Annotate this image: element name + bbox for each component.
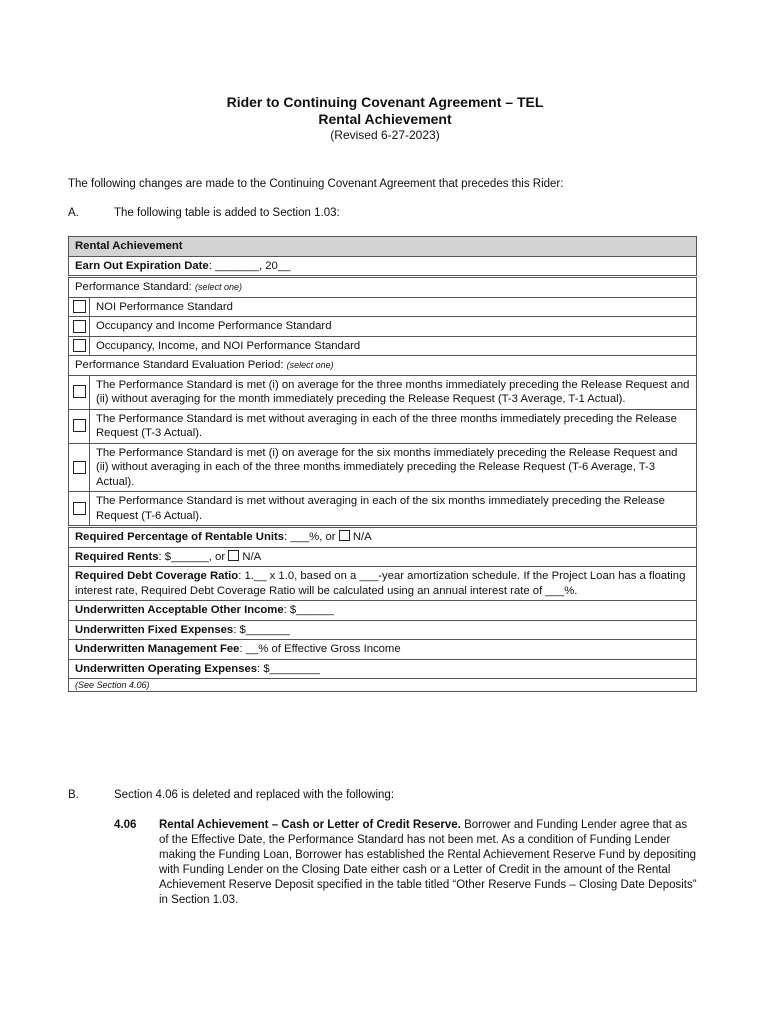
section-4-06-body bbox=[159, 818, 698, 908]
document-title-block bbox=[0, 94, 770, 143]
section-text: Borrower and Funding Lender agree that as of the Effective Date, the Performance Standard has not been met. As a condition of Funding Lender making the Funding Loan, Borrower has established the Rental Achievement Reserve Fund by depositing with Funding Lender on the Closing Date either cash or a Letter of Credit in the amount of the Rental Achievement Reserve Deposit specified in the table titled “Other Reserve Funds – Closing Date Deposits” in Section 1.03. bbox=[159, 819, 697, 906]
table-footnote: (See Section 4.06) bbox=[69, 679, 697, 692]
evaluation-period-label: Performance Standard Evaluation Period: bbox=[75, 359, 287, 371]
fixed-expenses-row bbox=[69, 620, 697, 640]
eval-option: The Performance Standard is met without averaging in each of the three months immediately preceding the Release Request (T-3 Actual). bbox=[90, 409, 697, 443]
document-subtitle: Rental Achievement bbox=[318, 111, 452, 127]
operating-expenses-value: : $________ bbox=[257, 662, 320, 675]
management-fee-label: Underwritten Management Fee bbox=[75, 643, 240, 655]
required-rents-row bbox=[69, 547, 697, 567]
earn-out-value: : _______, 20__ bbox=[208, 259, 291, 272]
occupancy-income-noi-standard-checkbox[interactable] bbox=[73, 339, 86, 352]
noi-standard-checkbox[interactable] bbox=[73, 300, 86, 313]
na-label: N/A bbox=[242, 550, 262, 563]
management-fee-row bbox=[69, 640, 697, 660]
other-income-label: Underwritten Acceptable Other Income bbox=[75, 604, 284, 616]
required-rents-label: Required Rents bbox=[75, 550, 159, 563]
other-income-row bbox=[69, 601, 697, 621]
required-percentage-label: Required Percentage of Rentable Units bbox=[75, 531, 285, 543]
t3-actual-checkbox[interactable] bbox=[73, 419, 86, 432]
revision-date: (Revised 6-27-2023) bbox=[330, 128, 440, 142]
debt-coverage-row bbox=[69, 567, 697, 601]
debt-coverage-value: : 1.__ x 1.0, based on a ___-year amortization schedule. If the Project Loan has a floating interest rate, Required Debt Coverage Ratio will be calculated using an annual interest rate of ___%. bbox=[75, 570, 686, 597]
required-percentage-value: : ___%, or bbox=[284, 531, 339, 543]
t6-actual-checkbox[interactable] bbox=[73, 502, 86, 515]
management-fee-value: : __% of Effective Gross Income bbox=[239, 643, 401, 655]
debt-coverage-label: Required Debt Coverage Ratio bbox=[75, 570, 239, 582]
occupancy-income-standard-checkbox[interactable] bbox=[73, 320, 86, 333]
document-title: Rider to Continuing Covenant Agreement – TEL bbox=[226, 94, 544, 110]
performance-standard-hint: (select one) bbox=[194, 282, 242, 292]
required-rents-na-checkbox[interactable] bbox=[228, 550, 239, 561]
performance-standard-row bbox=[69, 277, 697, 298]
section-4-06 bbox=[114, 818, 698, 908]
section-b-label: B. bbox=[68, 789, 79, 801]
eval-option: The Performance Standard is met without averaging in each of the six months immediately preceding the Release Request (T-6 Actual). bbox=[90, 492, 697, 527]
operating-expenses-label: Underwritten Operating Expenses bbox=[75, 662, 258, 675]
section-a bbox=[68, 207, 340, 219]
perf-option: NOI Performance Standard bbox=[90, 297, 697, 317]
operating-expenses-row bbox=[69, 659, 697, 679]
evaluation-period-hint: (select one) bbox=[286, 360, 334, 370]
section-b-text: Section 4.06 is deleted and replaced with the following: bbox=[114, 789, 395, 801]
performance-standard-label: Performance Standard: bbox=[75, 281, 195, 293]
intro-paragraph: The following changes are made to the Continuing Covenant Agreement that precedes this Rider: bbox=[68, 178, 564, 190]
earn-out-label: Earn Out Expiration Date bbox=[75, 259, 209, 272]
section-a-label: A. bbox=[68, 207, 79, 219]
section-heading: Rental Achievement – Cash or Letter of Credit Reserve. bbox=[159, 819, 461, 831]
eval-option: The Performance Standard is met (i) on average for the three months immediately preceding the Release Request and (ii) without averaging for the month immediately preceding the Release Request (T-3 Average, T-1 Actual). bbox=[90, 375, 697, 409]
fixed-expenses-label: Underwritten Fixed Expenses bbox=[75, 623, 234, 636]
perf-option: Occupancy, Income, and NOI Performance Standard bbox=[90, 336, 697, 356]
eval-option: The Performance Standard is met (i) on average for the six months immediately preceding the Release Request and (ii) without averaging in each of the three months immediately preceding the Release Request (T-6 Average, T-3 Actual). bbox=[90, 443, 697, 492]
required-percentage-na-checkbox[interactable] bbox=[339, 530, 350, 541]
section-b bbox=[68, 789, 394, 801]
evaluation-period-row bbox=[69, 356, 697, 376]
table-header: Rental Achievement bbox=[69, 237, 697, 257]
earn-out-row bbox=[69, 256, 697, 277]
section-a-text: The following table is added to Section 1.03: bbox=[114, 207, 340, 219]
section-number: 4.06 bbox=[114, 819, 137, 831]
perf-option: Occupancy and Income Performance Standard bbox=[90, 317, 697, 337]
t3-avg-t1-actual-checkbox[interactable] bbox=[73, 385, 86, 398]
fixed-expenses-value: : $_______ bbox=[233, 623, 290, 636]
required-rents-value: : $______, or bbox=[158, 550, 229, 563]
t6-avg-t3-actual-checkbox[interactable] bbox=[73, 461, 86, 474]
rental-achievement-table bbox=[68, 236, 697, 692]
required-percentage-row bbox=[69, 527, 697, 548]
other-income-value: : $______ bbox=[283, 604, 334, 616]
na-label: N/A bbox=[352, 531, 372, 543]
